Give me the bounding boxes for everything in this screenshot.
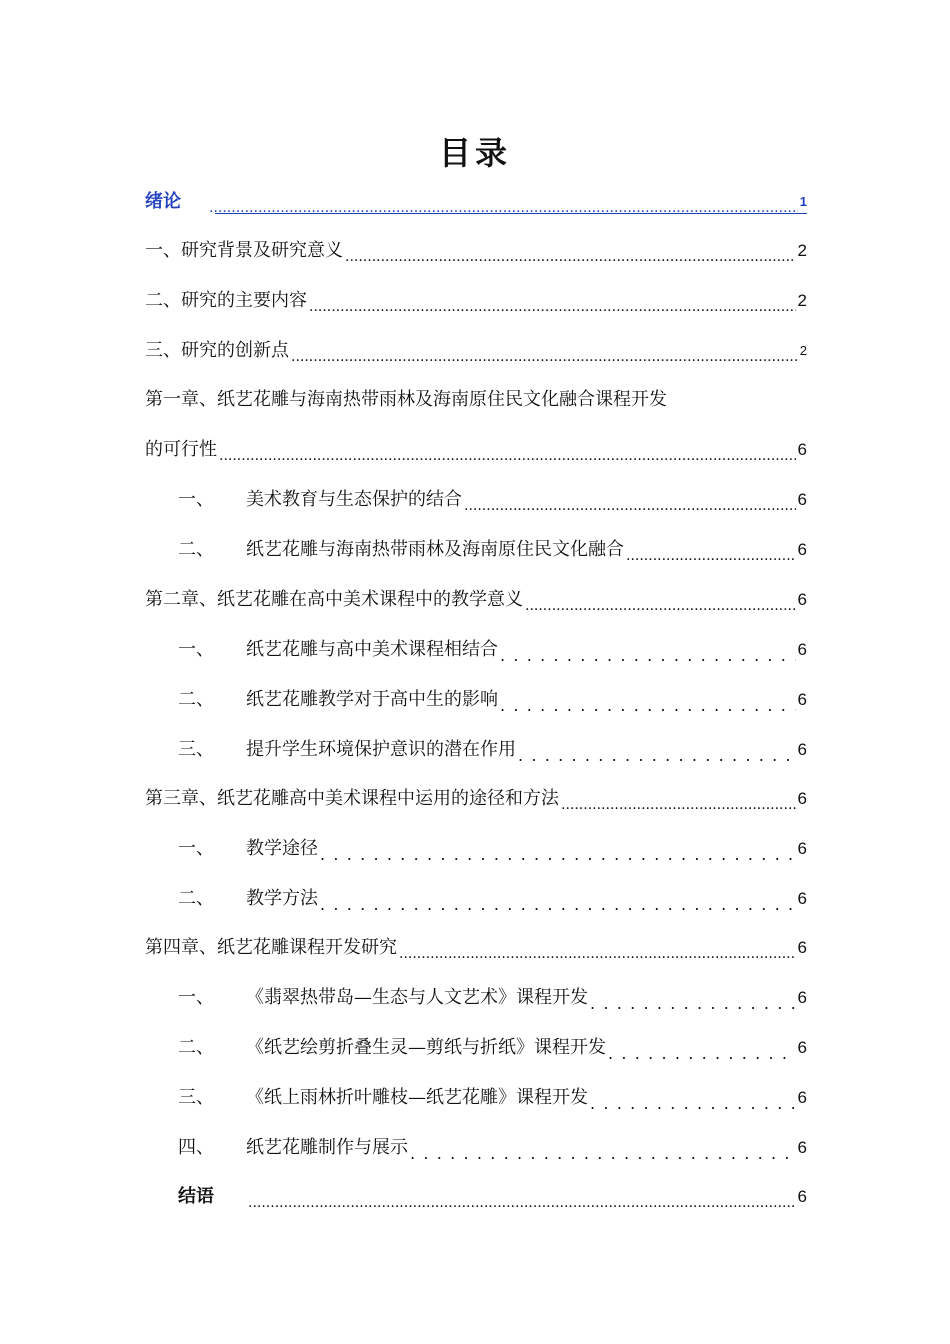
- toc-label: 纸艺花雕与海南热带雨林及海南原住民文化融合: [246, 539, 624, 560]
- toc-number: 一、: [178, 639, 214, 660]
- toc-entry[interactable]: [178, 684, 807, 716]
- toc-leader: [345, 235, 796, 267]
- toc-number: 二、: [178, 888, 214, 909]
- toc-leader: [561, 783, 796, 815]
- toc-leader: [320, 833, 796, 865]
- toc-leader: [525, 584, 796, 616]
- toc-label: 第四章、纸艺花雕课程开发研究: [145, 937, 397, 958]
- toc-label: 三、研究的创新点: [145, 340, 289, 361]
- toc-entry[interactable]: [178, 1032, 807, 1064]
- toc-label: 纸艺花雕教学对于高中生的影响: [246, 689, 498, 710]
- toc-label: 提升学生环境保护意识的潜在作用: [246, 739, 516, 760]
- toc-entry-chapter-3[interactable]: [145, 783, 807, 815]
- toc-entry-chapter-2[interactable]: [145, 584, 807, 616]
- toc-number: 一、: [178, 489, 214, 510]
- toc-number: 一、: [178, 838, 214, 859]
- toc-leader: [464, 484, 796, 516]
- toc-label: 一、研究背景及研究意义: [145, 240, 343, 261]
- toc-leader: [309, 285, 796, 317]
- toc-number: 一、: [178, 987, 214, 1008]
- toc-leader: [320, 883, 796, 915]
- toc-label: 第三章、纸艺花雕高中美术课程中运用的途径和方法: [145, 788, 559, 809]
- toc-page-number: 6: [797, 938, 807, 957]
- toc-page-number: 2: [797, 241, 807, 260]
- toc-entry[interactable]: [145, 235, 807, 267]
- toc-leader: [500, 684, 796, 716]
- toc-label: 《翡翠热带岛—生态与人文艺术》课程开发: [246, 987, 588, 1008]
- toc-entry[interactable]: [178, 1132, 807, 1164]
- toc-label: 纸艺花雕制作与展示: [246, 1137, 408, 1158]
- toc-label: 的可行性: [145, 439, 217, 460]
- toc-entry-chapter-1-line2[interactable]: [145, 434, 807, 466]
- toc-page-number: 6: [797, 1187, 807, 1206]
- toc-label: 纸艺花雕与高中美术课程相结合: [246, 639, 498, 660]
- toc-number: 三、: [178, 739, 214, 760]
- toc-page-number: 6: [797, 540, 807, 559]
- toc-entry[interactable]: [145, 285, 807, 317]
- toc-label: 教学途径: [246, 838, 318, 859]
- toc-number: 二、: [178, 689, 214, 710]
- toc-leader: [518, 734, 796, 766]
- toc-leader: [219, 434, 796, 466]
- toc-entry-chapter-4[interactable]: [145, 932, 807, 964]
- toc-leader: [410, 1132, 796, 1164]
- toc-page-number: 6: [797, 490, 807, 509]
- toc-entry[interactable]: [178, 883, 807, 915]
- toc-label: 结语: [178, 1186, 214, 1207]
- toc-entry-conclusion[interactable]: [178, 1181, 807, 1213]
- toc-number: 三、: [178, 1087, 214, 1108]
- toc-leader: [291, 335, 798, 367]
- toc-entry[interactable]: [178, 534, 807, 566]
- toc-label: 第一章、纸艺花雕与海南热带雨林及海南原住民文化融合课程开发: [145, 389, 667, 410]
- toc-leader: [248, 1181, 796, 1213]
- toc-entry[interactable]: [178, 833, 807, 865]
- toc-number: 四、: [178, 1137, 214, 1158]
- toc-leader: [590, 982, 796, 1014]
- toc-page-number: 6: [797, 690, 807, 709]
- toc-number: 二、: [178, 1037, 214, 1058]
- toc-page-number: 6: [797, 1038, 807, 1057]
- toc-page-number: 6: [797, 740, 807, 759]
- toc-entry[interactable]: [178, 734, 807, 766]
- toc-page-number: 6: [797, 1088, 807, 1107]
- toc-page-number: 6: [797, 839, 807, 858]
- toc-leader: [500, 634, 796, 666]
- toc-number: 二、: [178, 539, 214, 560]
- toc-entry[interactable]: [178, 634, 807, 666]
- toc-entry-chapter-1-line1[interactable]: [145, 384, 807, 416]
- toc-entry[interactable]: [178, 1082, 807, 1114]
- toc-page-number: 2: [797, 291, 807, 310]
- toc-leader: [590, 1082, 796, 1114]
- toc-page-number: 6: [797, 590, 807, 609]
- toc-page-number: 6: [797, 889, 807, 908]
- toc-label: 第二章、纸艺花雕在高中美术课程中的教学意义: [145, 589, 523, 610]
- toc-label: 二、研究的主要内容: [145, 290, 307, 311]
- toc-entry[interactable]: [178, 484, 807, 516]
- toc-leader: [399, 932, 796, 964]
- toc-page-number: 1: [799, 194, 807, 209]
- toc-leader: [608, 1032, 796, 1064]
- toc-page-number: 6: [797, 440, 807, 459]
- toc-entry-introduction[interactable]: [145, 186, 807, 218]
- toc-page-number: 6: [797, 640, 807, 659]
- toc-page-number: 6: [797, 988, 807, 1007]
- toc-page-number: 6: [797, 1138, 807, 1157]
- toc-label: 绪论: [145, 191, 181, 212]
- toc-page-number: 2: [799, 343, 807, 358]
- toc-entry[interactable]: [178, 982, 807, 1014]
- toc-page-number: 6: [797, 789, 807, 808]
- toc-leader: [626, 534, 796, 566]
- toc-label: 《纸上雨林折叶雕枝—纸艺花雕》课程开发: [246, 1087, 588, 1108]
- toc-label: 教学方法: [246, 888, 318, 909]
- toc-label: 美术教育与生态保护的结合: [246, 489, 462, 510]
- link-underline: [215, 213, 807, 214]
- toc-entry[interactable]: [145, 335, 807, 367]
- toc-label: 《纸艺绘剪折叠生灵—剪纸与折纸》课程开发: [246, 1037, 606, 1058]
- page-title: 目录: [438, 134, 511, 172]
